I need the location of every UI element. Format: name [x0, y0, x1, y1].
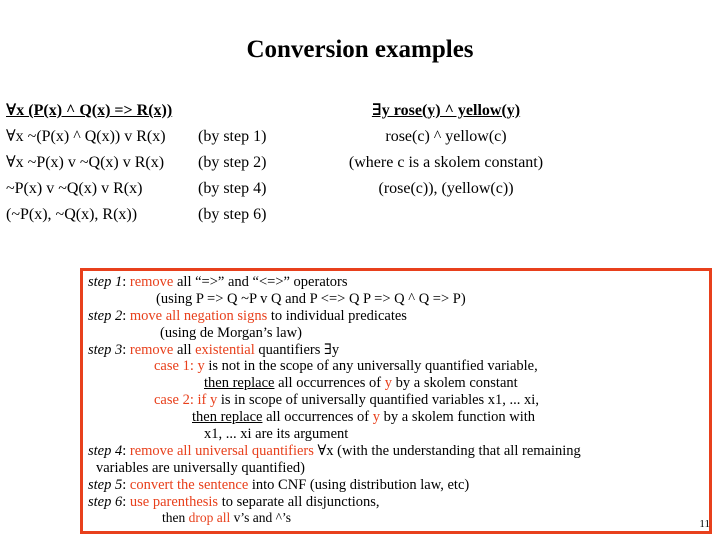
step-2-colon: : — [122, 307, 127, 324]
left-row-2-note: (by step 1) — [198, 128, 267, 145]
step-6-sub-text: v’s and ^’s — [233, 510, 291, 526]
case-1-then: then replace — [204, 375, 275, 392]
step-6-sub-then: then — [162, 510, 186, 526]
case-1-text-2a: all occurrences of — [278, 375, 382, 392]
step-1-sub: (using P => Q ~P v Q and P <=> Q P => Q ^ Q => P) — [156, 290, 466, 307]
step-5-verb: convert the sentence — [129, 476, 249, 493]
case-2-args: x1, ... xi are its argument — [204, 426, 349, 443]
step-6-sub — [88, 510, 581, 527]
left-row-3-note: (by step 2) — [198, 154, 267, 171]
right-row-1: ∃y rose(y) ^ yellow(y) — [371, 102, 521, 119]
step-4-sub: variables are universally quantified) — [96, 459, 305, 476]
right-row-3: (where c is a skolem constant) — [348, 154, 544, 171]
left-row-2: ∀x ~(P(x) ^ Q(x)) v R(x) — [6, 128, 166, 145]
step-6-label: step 6 — [88, 493, 123, 510]
left-row-3: ∀x ~P(x) v ~Q(x) v R(x) — [6, 154, 165, 171]
step-1-text: all “=>” and “<=>” operators — [177, 274, 348, 290]
page-number: 11 — [699, 518, 710, 530]
step-5-text: into CNF (using distribution law, etc) — [251, 476, 470, 493]
left-row-5: (~P(x), ~Q(x), R(x)) — [6, 206, 138, 223]
case-1-label: case 1: — [154, 358, 194, 375]
case-1-line — [88, 358, 581, 375]
case-2-var: y — [209, 392, 218, 409]
step-3-colon: : — [122, 341, 127, 358]
step-4-label: step 4 — [88, 442, 123, 459]
step-6-sub-verb: drop all — [188, 510, 231, 526]
step-6-line — [88, 494, 581, 511]
step-1-verb: remove — [129, 274, 174, 290]
case-1-text-2b: by a skolem constant — [395, 375, 518, 392]
case-1-text: is not in the scope of any universally quantified variable, — [208, 358, 538, 375]
case-1-var-2: y — [384, 375, 393, 392]
step-6-colon: : — [122, 493, 127, 510]
step-3-label: step 3 — [88, 341, 123, 358]
step-6-verb: use parenthesis — [129, 493, 219, 510]
step-5-line — [88, 477, 581, 494]
case-2-label: case 2: — [154, 392, 194, 409]
case-2-text: is in scope of universally quantified variables x1, ... xi, — [220, 392, 539, 409]
step-4-line — [88, 443, 581, 460]
step-5-colon: : — [122, 476, 127, 493]
case-2-then-line — [88, 409, 581, 426]
step-1-colon: : — [122, 274, 127, 290]
left-row-4-note: (by step 4) — [198, 180, 267, 197]
step-2-label: step 2 — [88, 307, 123, 324]
step-6-text: to separate all disjunctions, — [221, 493, 380, 510]
step-3-existential: existential — [195, 341, 255, 358]
step-3-verb: remove — [129, 341, 174, 358]
case-1-var: y — [197, 358, 205, 375]
step-2-verb: move all negation signs — [129, 307, 268, 324]
step-1-line — [88, 274, 581, 291]
slide-title: Conversion examples — [246, 36, 474, 63]
case-2-line — [88, 392, 581, 409]
case-2-text-2a: all occurrences of — [266, 409, 370, 426]
step-3-all: all — [177, 341, 192, 358]
step-1-label: step 1 — [88, 274, 123, 290]
case-2-then: then replace — [192, 409, 263, 426]
step-4-verb: remove all universal quantifiers — [129, 442, 314, 459]
case-2-var-2: y — [372, 409, 381, 426]
step-4-colon: : — [122, 442, 127, 459]
left-row-1: ∀x (P(x) ^ Q(x) => R(x)) — [6, 102, 173, 119]
step-5-label: step 5 — [88, 476, 123, 493]
case-2-text-2b: by a skolem function with — [383, 409, 536, 426]
right-row-4: (rose(c)), (yellow(c)) — [378, 180, 514, 197]
step-2-line — [88, 308, 581, 325]
step-3-text: quantifiers ∃y — [258, 341, 340, 358]
right-row-2: rose(c) ^ yellow(c) — [385, 128, 507, 145]
case-2-if: if — [197, 392, 207, 409]
steps-list — [88, 274, 581, 527]
left-row-4: ~P(x) v ~Q(x) v R(x) — [6, 180, 143, 197]
step-4-text: ∀x (with the understanding that all remaining — [317, 442, 581, 459]
case-1-then-line — [88, 375, 581, 392]
step-3-line — [88, 342, 581, 359]
step-2-text: to individual predicates — [270, 307, 407, 324]
left-row-5-note: (by step 6) — [198, 206, 267, 223]
existential-example — [296, 98, 596, 202]
step-2-sub: (using de Morgan’s law) — [160, 324, 302, 341]
